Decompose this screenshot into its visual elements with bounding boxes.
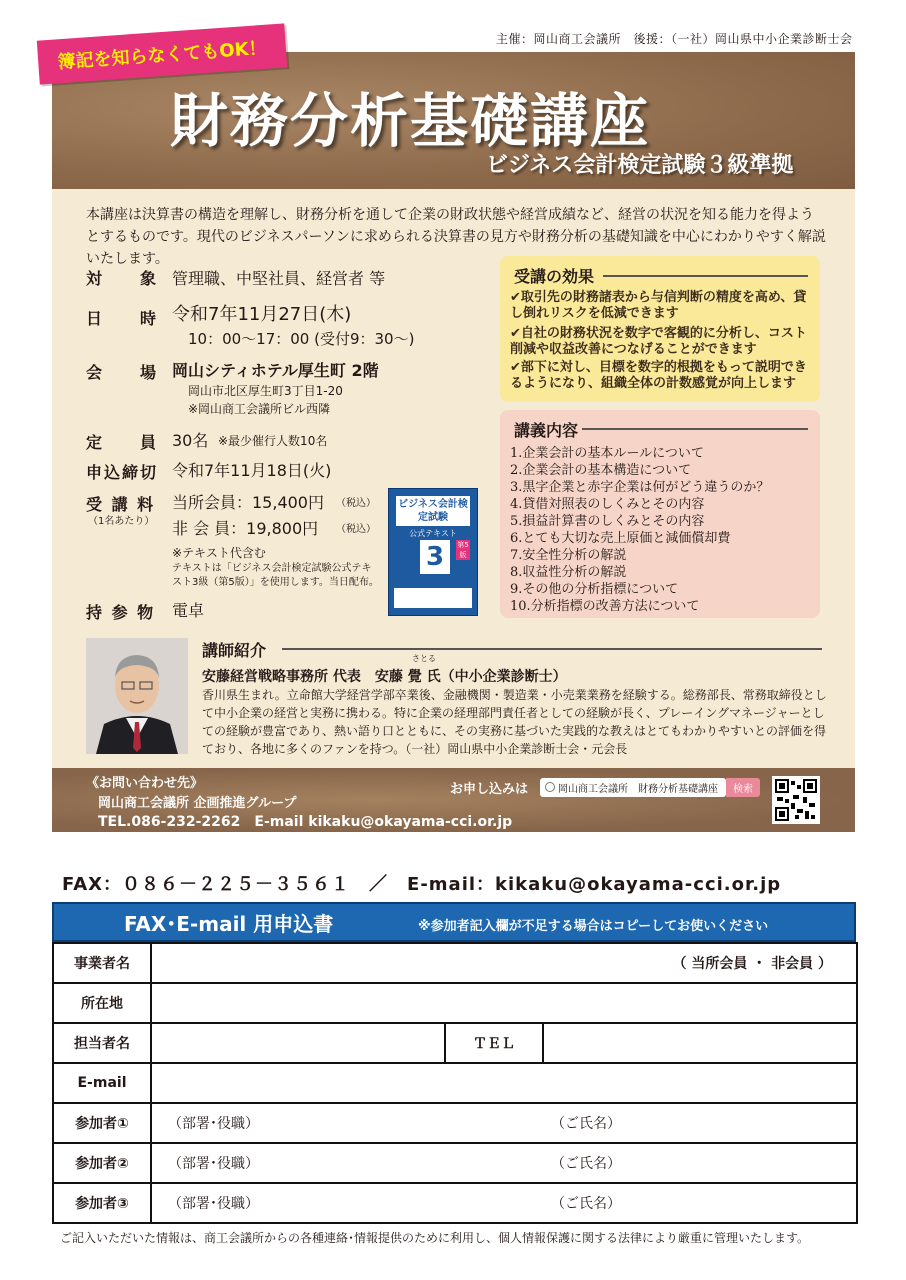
venue-label: 会 場	[86, 363, 159, 382]
participant-dept-field[interactable]: （部署･役職）	[151, 1183, 543, 1223]
address-label: 所在地	[53, 983, 151, 1023]
date-label: 日 時	[86, 309, 159, 328]
contact-tel-email: TEL.086-232-2262 E-mail kikaku@okayama-cci.or.jp	[98, 814, 513, 830]
textbook-subtitle: 公式テキスト	[409, 529, 457, 538]
venue-address: 岡山市北区厚生町3丁目1-20	[188, 384, 343, 398]
company-label: 事業者名	[53, 943, 151, 983]
intro-text: 本講座は決算書の構造を理解し、財務分析を通して企業の財政状態や経営成績など、経営の状況を知る能力を得ようとするものです。現代のビジネスパーソンに求められる決算書の見方や財務分析の基礎知識を中心にわかりやすく解説いたします。	[86, 207, 826, 267]
qr-code[interactable]	[772, 776, 820, 824]
search-button[interactable]: 検索	[726, 778, 760, 797]
lecture-item: 5.損益計算書のしくみとその内容	[510, 514, 705, 529]
tel-field[interactable]	[543, 1023, 857, 1063]
lecture-item: 6.とても大切な売上原価と減価償却費	[510, 531, 731, 546]
table-row	[53, 1183, 857, 1223]
time-value: 10：00～17：00 (受付9：30～)	[188, 330, 415, 348]
participant-dept-field[interactable]: （部署･役職）	[151, 1143, 543, 1183]
member-choice: （ 当所会員 ・ 非会員 ）	[672, 956, 833, 972]
form-note: ※参加者記入欄が不足する場合はコピーしてお使いください	[418, 919, 769, 934]
bring-label: 持 参 物	[86, 603, 156, 622]
table-row	[53, 1063, 857, 1103]
textbook-footer	[394, 588, 472, 608]
venue-value: 岡山シティホテル厚生町 2階	[172, 361, 379, 380]
search-icon	[545, 782, 555, 792]
contact-group: 岡山商工会議所 企画推進グループ	[98, 796, 297, 811]
fee-sub: （1名あたり）	[88, 516, 155, 527]
text-note: テキストは「ビジネス会計検定試験公式テキスト3級（第5版）」を使用します。当日配布。	[172, 563, 379, 588]
apply-label: お申し込みは	[450, 782, 529, 797]
table-row	[53, 1023, 857, 1063]
page-title: 財務分析基礎講座	[170, 87, 651, 155]
page-subtitle: ビジネス会計検定試験３級準拠	[486, 153, 794, 178]
textbook-title: ビジネス会計検定試験	[396, 496, 470, 526]
fee-nonmember: 非 会 員：19,800円	[172, 519, 319, 538]
participant-name-field[interactable]: （ご氏名）	[543, 1143, 857, 1183]
organizer-text: 主催：岡山商工会議所 後援：（一社）岡山県中小企業診断士会	[496, 32, 853, 46]
textbook-edition: 第5版	[457, 541, 469, 559]
email-label: E-mail	[53, 1063, 151, 1103]
fax-email-line: FAX：０８６－２２５－３５６１ ／ E-mail：kikaku@okayama-cci.or.jp	[62, 874, 782, 895]
fee-note: ※テキスト代含む	[172, 546, 266, 560]
capacity-label: 定 員	[86, 433, 159, 452]
effects-divider	[603, 275, 808, 277]
instructor-ruby: さとる	[412, 654, 436, 663]
contact-heading: 《お問い合わせ先》	[86, 776, 204, 791]
target-label: 対 象	[86, 269, 159, 288]
participant-label: 参加者③	[53, 1183, 151, 1223]
lecture-item: 3.黒字企業と赤字企業は何がどう違うのか？	[510, 480, 770, 495]
instructor-bio: 香川県生まれ。立命館大学経営学部卒業後、金融機関・製造業・小売業業務を経験する。総務部長、常務取締役として中小企業の経営と実務に携わる。特に企業の経理部門責任者としての経験が長く、プレーイングマネージャーとしての経験が豊富であり、熱い語り口とともに、その実務に基づいた実践的な教えはとてもわかりやすいとの評価を得ており、各地に多くのファンを持つ。（一社）岡山県中小企業診断士会・元会長	[202, 688, 827, 756]
participant-name-field[interactable]: （ご氏名）	[543, 1103, 857, 1143]
participant-dept-field[interactable]: （部署･役職）	[151, 1103, 543, 1143]
textbook-grade: 3	[420, 540, 450, 574]
participant-label: 参加者①	[53, 1103, 151, 1143]
application-form-table	[52, 942, 858, 1224]
lecture-content-title: 講義内容	[514, 421, 579, 440]
fee-nonmember-tax: （税込）	[336, 524, 376, 535]
venue-note: ※岡山商工会議所ビル西隣	[188, 402, 331, 416]
lecture-item: 8.収益性分析の解説	[510, 565, 627, 580]
instructor-photo	[86, 638, 188, 754]
lecture-item: 9.その他の分析指標について	[510, 582, 679, 597]
effect-item: ✔部下に対し、目標を数字的根拠をもって説明できるようになり、組織全体の計数感覚が向上します	[510, 360, 807, 391]
bring-value: 電卓	[172, 601, 205, 620]
form-title: FAX･E-mail 用申込書	[124, 912, 334, 936]
lecture-item: 7.安全性分析の解説	[510, 548, 627, 563]
lecture-item: 10.分析指標の改善方法について	[510, 599, 700, 614]
deadline-value: 令和7年11月18日(火)	[172, 461, 332, 480]
table-row	[53, 943, 857, 983]
effects-title: 受講の効果	[514, 267, 595, 286]
date-value: 令和7年11月27日(木)	[172, 304, 352, 325]
effect-item: ✔取引先の財務諸表から与信判断の精度を高め、貸し倒れリスクを低減できます	[510, 290, 807, 321]
capacity-value: 30名	[172, 431, 209, 450]
company-field[interactable]	[151, 943, 857, 983]
lecture-content-divider	[582, 428, 808, 430]
table-row	[53, 1143, 857, 1183]
address-field[interactable]	[151, 983, 857, 1023]
promo-tag: 簿記を知らなくてもOK！	[37, 23, 287, 84]
participant-label: 参加者②	[53, 1143, 151, 1183]
tel-label: ＴＥＬ	[445, 1023, 543, 1063]
privacy-note: ご記入いただいた情報は、商工会議所からの各種連絡･情報提供のために利用し、個人情報保護に関する法律により厳重に管理いたします。	[60, 1231, 810, 1245]
deadline-label: 申込締切	[86, 463, 159, 482]
lecture-item: 4.貸借対照表のしくみとその内容	[510, 497, 705, 512]
email-field[interactable]	[151, 1063, 857, 1103]
contact-person-field[interactable]	[151, 1023, 445, 1063]
participant-name-field[interactable]: （ご氏名）	[543, 1183, 857, 1223]
effect-item: ✔自社の財務状況を数字で客観的に分析し、コスト削減や収益改善につなげることができます	[510, 326, 807, 357]
instructor-name: 安藤経営戦略事務所 代表 安藤 覺 氏（中小企業診断士）	[202, 669, 567, 685]
table-row	[53, 1103, 857, 1143]
lecture-item: 1.企業会計の基本ルールについて	[510, 446, 704, 461]
capacity-note: ※最少催行人数10名	[218, 434, 328, 448]
fee-member-tax: （税込）	[336, 498, 376, 509]
lecture-item: 2.企業会計の基本構造について	[510, 463, 692, 478]
instructor-divider	[282, 648, 822, 650]
fee-label: 受 講 料	[86, 495, 156, 514]
fee-member: 当所会員：15,400円	[172, 493, 324, 512]
target-value: 管理職、中堅社員、経営者 等	[172, 269, 386, 288]
table-row	[53, 983, 857, 1023]
instructor-heading: 講師紹介	[202, 641, 267, 660]
contact-person-label: 担当者名	[53, 1023, 151, 1063]
search-input[interactable]: 岡山商工会議所 財務分析基礎講座	[540, 778, 726, 797]
